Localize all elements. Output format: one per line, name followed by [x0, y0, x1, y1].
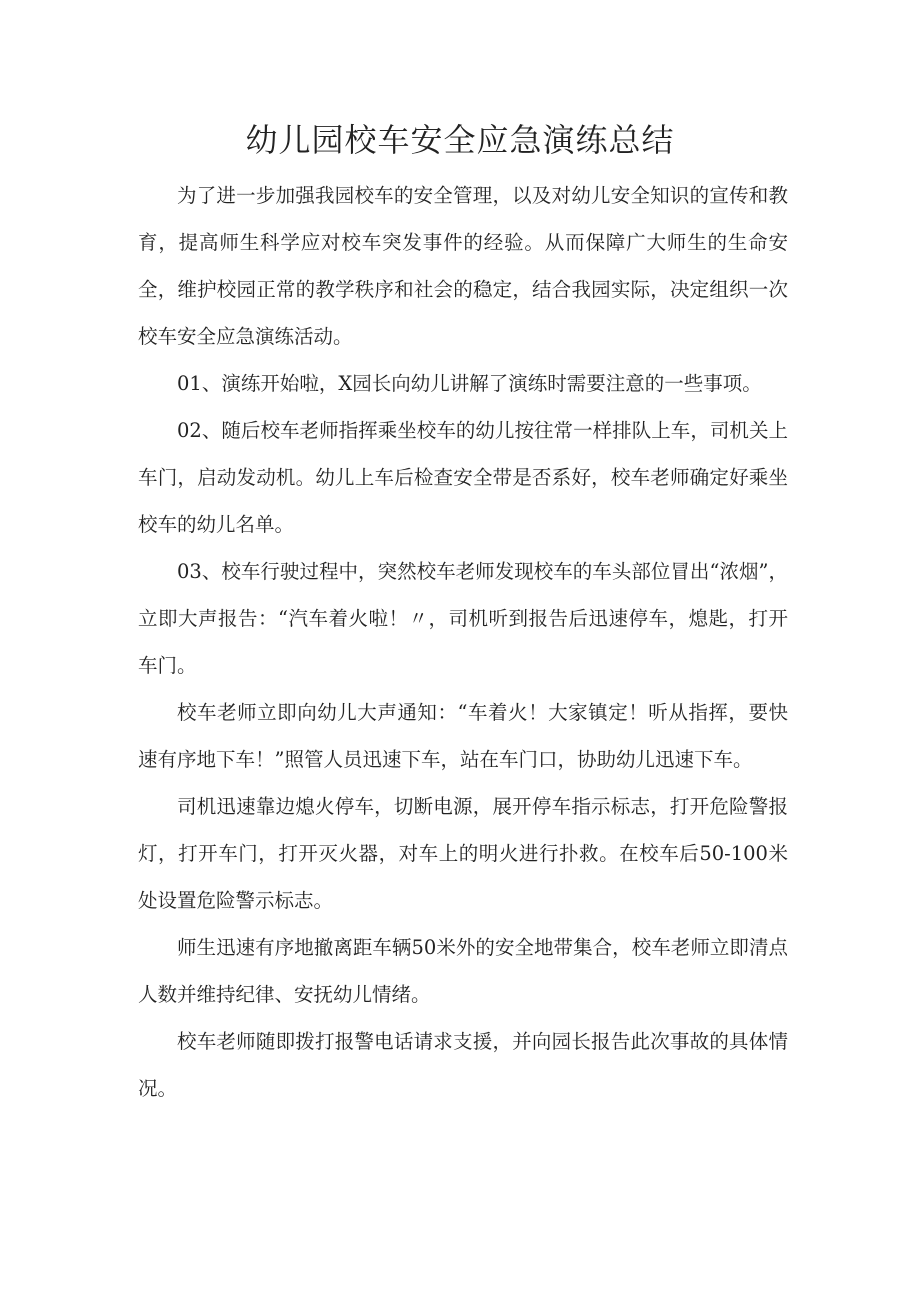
paragraph-step-02: 02、随后校车老师指挥乘坐校车的幼儿按往常一样排队上车，司机关上车门，启动发动机。幼儿上车后检查安全带是否系好，校车老师确定好乘坐校车的幼儿名单。	[138, 419, 788, 536]
paragraph-intro: 为了进一步加强我园校车的安全管理，以及对幼儿安全知识的宣传和教育，提高师生科学应对校车突发事件的经验。从而保障广大师生的生命安全，维护校园正常的教学秩序和社会的稳定，结合我园实际，决定组织一次校车安全应急演练活动。	[138, 184, 788, 348]
paragraph-step-03: 03、校车行驶过程中，突然校车老师发现校车的车头部位冒出“浓烟”，立即大声报告：“汽车着火啦！〃，司机听到报告后迅速停车，熄匙，打开车门。	[138, 560, 788, 677]
document-title: 幼儿园校车安全应急演练总结	[245, 121, 675, 159]
document-body	[138, 172, 788, 1112]
paragraph-evacuation: 师生迅速有序地撤离距车辆50米外的安全地带集合，校车老师立即清点人数并维持纪律、安抚幼儿情绪。	[138, 936, 788, 1006]
paragraph-driver-actions: 司机迅速靠边熄火停车，切断电源，展开停车指示标志，打开危险警报灯，打开车门，打开灭火器，对车上的明火进行扑救。在校车后50-100米处设置危险警示标志。	[138, 795, 788, 912]
paragraph-teacher-notice: 校车老师立即向幼儿大声通知：“车着火！大家镇定！听从指挥，要快速有序地下车！”照管人员迅速下车，站在车门口，协助幼儿迅速下车。	[138, 701, 788, 771]
paragraph-step-01: 01、演练开始啦，X园长向幼儿讲解了演练时需要注意的一些事项。	[177, 372, 762, 395]
paragraph-report: 校车老师随即拨打报警电话请求支援，并向园长报告此次事故的具体情况。	[138, 1030, 788, 1100]
